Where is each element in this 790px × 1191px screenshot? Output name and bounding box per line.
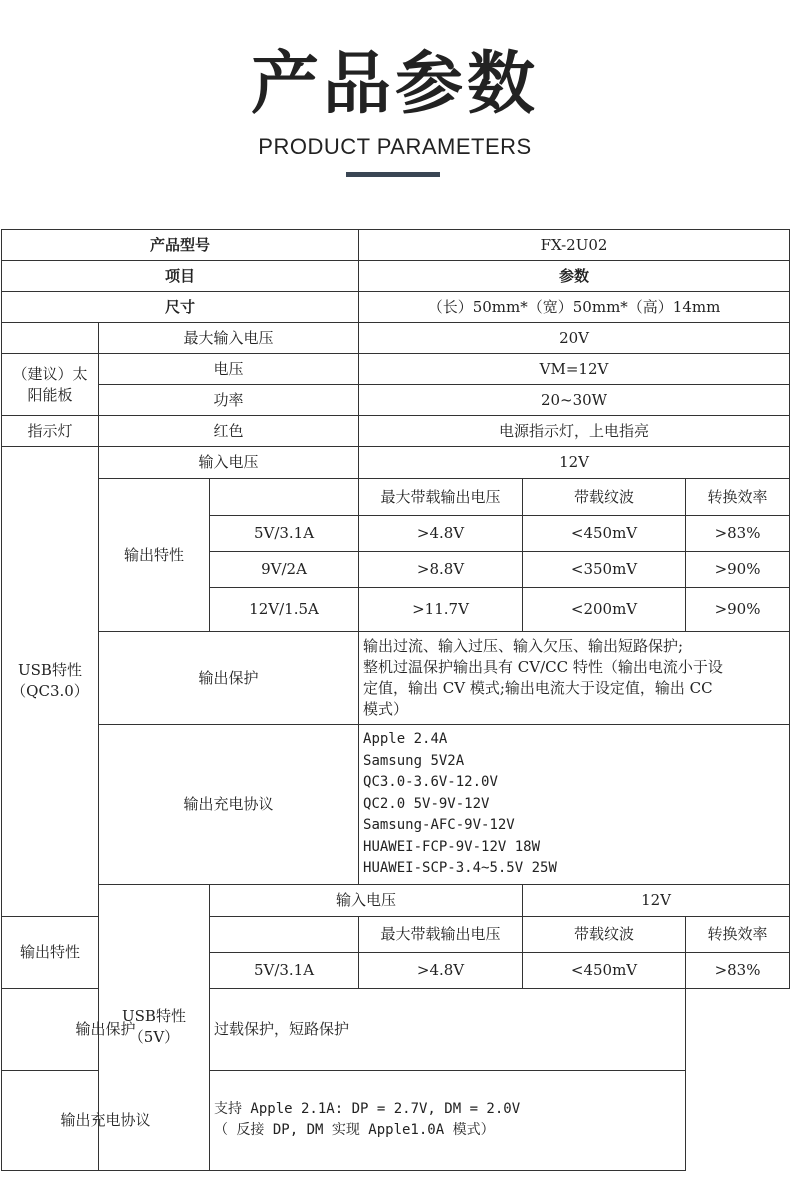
protocol-item: Apple 2.4A	[363, 731, 448, 747]
model-value: FX-2U02	[359, 230, 790, 261]
qc-group-label	[2, 447, 99, 917]
size-value: （长）50mm*（宽）50mm*（高）14mm	[359, 292, 790, 323]
qc-group-label-line2: （QC3.0）	[11, 682, 89, 701]
size-label: 尺寸	[2, 292, 359, 323]
empty-cell	[210, 916, 359, 952]
usb5v-header-vmax: 最大带载输出电压	[359, 916, 523, 952]
qc-protocol-label: 输出充电协议	[99, 725, 359, 885]
qc-eff: >90%	[686, 588, 790, 632]
page-header	[0, 0, 790, 220]
table-row	[2, 354, 790, 385]
usb5v-input-label: 输入电压	[210, 884, 523, 916]
table-row	[2, 725, 790, 885]
table-row	[2, 884, 790, 916]
usb5v-group-label-line2: （5V）	[128, 1028, 180, 1046]
qc-ripple: <200mV	[523, 588, 686, 632]
empty-cell	[2, 323, 99, 354]
protocol-item: QC2.0 5V-9V-12V	[363, 795, 490, 812]
qc-protect-label: 输出保护	[99, 632, 359, 725]
qc-eff: >83%	[686, 516, 790, 552]
qc-input-label: 输入电压	[99, 447, 359, 479]
usb5v-output-label: 输出特性	[2, 916, 99, 988]
protocol-item: QC3.0-3.6V-12.0V	[363, 774, 498, 790]
usb5v-protect-value: 过载保护，短路保护	[210, 988, 686, 1070]
usb5v-input-value: 12V	[523, 884, 790, 916]
page-subtitle: PRODUCT PARAMETERS	[258, 134, 532, 159]
indicator-color: 红色	[99, 416, 359, 447]
solar-power-value: 20~30W	[359, 385, 790, 416]
qc-protect-line: 整机过温保护输出具有 CV/CC 特性（输出电流小于设	[363, 658, 723, 676]
table-row	[2, 447, 790, 479]
usb5v-vmax: >4.8V	[359, 952, 523, 988]
table-row	[2, 632, 790, 725]
indicator-desc: 电源指示灯，上电指亮	[359, 416, 790, 447]
solar-voltage-label: 电压	[99, 354, 359, 385]
qc-protect-line: 输出过流、输入过压、输入欠压、输出短路保护;	[363, 637, 684, 655]
qc-spec: 12V/1.5A	[210, 588, 359, 632]
protocol-item: 支持 Apple 2.1A: DP = 2.7V, DM = 2.0V	[214, 1100, 521, 1117]
protocol-item: HUAWEI-FCP-9V-12V 18W	[363, 838, 541, 855]
table-row	[2, 479, 790, 516]
spec-table	[1, 229, 790, 1171]
protocol-item: Samsung 5V2A	[363, 752, 465, 769]
usb5v-eff: >83%	[686, 952, 790, 988]
qc-protect-value	[359, 632, 790, 725]
table-row	[2, 385, 790, 416]
solar-group-label: （建议）太阳能板	[2, 354, 99, 416]
table-row	[2, 292, 790, 323]
usb5v-ripple: <450mV	[523, 952, 686, 988]
qc-protect-line: 定值，输出 CV 模式;输出电流大于设定值，输出 CC	[363, 679, 713, 697]
qc-header-vmax: 最大带载输出电压	[359, 479, 523, 516]
item-label: 项目	[2, 261, 359, 292]
qc-ripple: <350mV	[523, 552, 686, 588]
model-label: 产品型号	[2, 230, 359, 261]
indicator-label: 指示灯	[2, 416, 99, 447]
qc-vmax: >8.8V	[359, 552, 523, 588]
page-title: 产品参数	[250, 45, 539, 124]
max-input-value: 20V	[359, 323, 790, 354]
table-row	[2, 261, 790, 292]
usb5v-protect-label: 输出保护	[2, 988, 210, 1070]
usb5v-protocol-label: 输出充电协议	[2, 1070, 210, 1170]
qc-group-label-line1: USB特性	[18, 661, 82, 680]
qc-output-label: 输出特性	[99, 479, 210, 632]
usb5v-header-ripple: 带载纹波	[523, 916, 686, 952]
table-row	[2, 323, 790, 354]
param-label: 参数	[359, 261, 790, 292]
qc-protect-line: 模式）	[363, 700, 409, 718]
solar-voltage-value: VM=12V	[359, 354, 790, 385]
qc-ripple: <450mV	[523, 516, 686, 552]
usb5v-group-label-line1: USB特性	[122, 1007, 186, 1025]
empty-cell	[210, 479, 359, 516]
qc-spec: 5V/3.1A	[210, 516, 359, 552]
solar-power-label: 功率	[99, 385, 359, 416]
protocol-item: （ 反接 DP, DM 实现 Apple1.0A 模式）	[214, 1122, 495, 1138]
protocol-item: HUAWEI-SCP-3.4~5.5V 25W	[363, 860, 557, 876]
table-row	[2, 230, 790, 261]
qc-vmax: >11.7V	[359, 588, 523, 632]
qc-eff: >90%	[686, 552, 790, 588]
table-row	[2, 1070, 790, 1170]
qc-input-value: 12V	[359, 447, 790, 479]
title-underline	[346, 172, 440, 177]
qc-header-eff: 转换效率	[686, 479, 790, 516]
max-input-label: 最大输入电压	[99, 323, 359, 354]
usb5v-header-eff: 转换效率	[686, 916, 790, 952]
table-row	[2, 988, 790, 1070]
protocol-item: Samsung-AFC-9V-12V	[363, 817, 515, 833]
qc-spec: 9V/2A	[210, 552, 359, 588]
usb5v-protocol-list	[210, 1070, 686, 1170]
table-row	[2, 416, 790, 447]
qc-protocol-list	[359, 725, 790, 885]
usb5v-spec: 5V/3.1A	[210, 952, 359, 988]
qc-vmax: >4.8V	[359, 516, 523, 552]
qc-header-ripple: 带载纹波	[523, 479, 686, 516]
